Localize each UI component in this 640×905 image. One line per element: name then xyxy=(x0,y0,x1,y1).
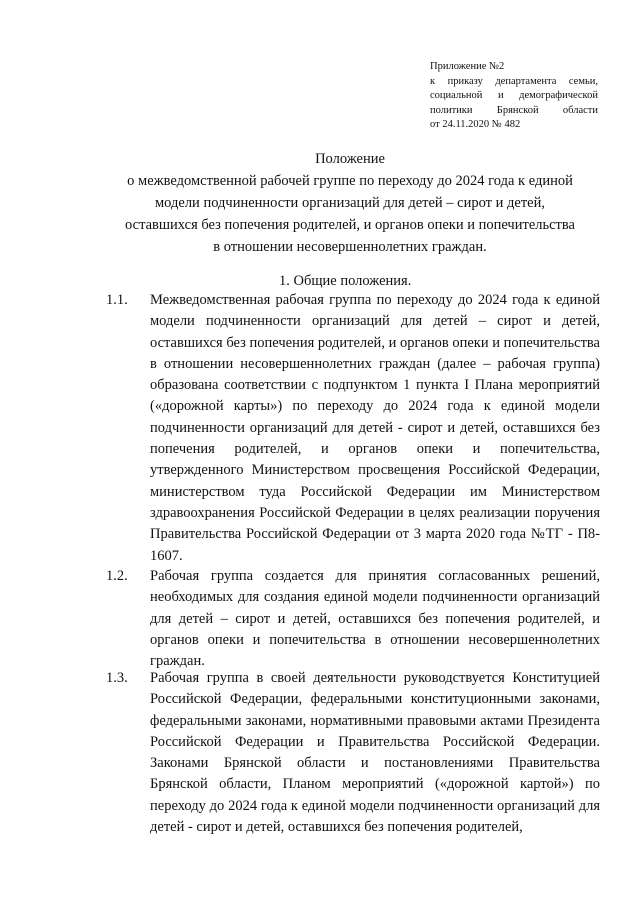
paragraph-item xyxy=(106,668,600,838)
title-line: о межведомственной рабочей группе по переходу до 2024 года к единой xyxy=(127,173,573,189)
annex-line: Приложение №2 xyxy=(430,61,505,72)
paragraph-number: 1.3. xyxy=(106,670,128,686)
title-line: оставшихся без попечения родителей, и органов опеки и попечительства xyxy=(125,217,575,233)
title-line: в отношении несовершеннолетних граждан. xyxy=(213,239,487,255)
paragraph-text: Рабочая группа в своей деятельности руководствуется Конституцией Российской Федерации, федеральными конституционными законами, федеральными законами, нормативными правовыми актами Президента Российской Федерации и Правительства Российской Федерации. Законами Брянской области и постановлениями Правительства Брянской области, Планом мероприятий («дорожной картой») по переходу до 2024 года к единой модели подчиненности организаций для детей - сирот и детей, оставшихся без попечения родителей, xyxy=(150,670,600,836)
paragraph-text: Рабочая группа создается для принятия согласованных решений, необходимых для создания единой модели подчиненности организаций для детей – сирот и детей, оставшихся без попечения родителей, и органов опеки и попечительства в отношении несовершеннолетних граждан. xyxy=(150,568,600,670)
title-line: Положение xyxy=(315,151,385,167)
paragraph-item xyxy=(106,566,600,672)
annex-line: политики Брянской области xyxy=(430,104,598,116)
section-heading: 1. Общие положения. xyxy=(279,273,412,289)
annex-line: социальной и демографической xyxy=(430,90,598,101)
annex-line: к приказу департамента семьи, xyxy=(430,75,598,87)
paragraph-item xyxy=(106,290,600,567)
paragraph-number: 1.2. xyxy=(106,568,128,584)
paragraph-text: Межведомственная рабочая группа по переходу до 2024 года к единой модели подчиненности организаций для детей – сирот и детей, оставшихся без попечения родителей, и органов опеки и попечительства в отношении несовершеннолетних граждан (далее – рабочая группа) образована соответствии с подпунктом 1 пункта I Плана мероприятий («дорожной карты») по переходу до 2024 года к единой модели подчиненности организаций для детей - сирот и детей, оставшихся без попечения родителей, и органов опеки и попечительства, утвержденного Министерством просвещения Российской Федерации, министерством туда Российской Федерации им Министерством здравоохранения Российской Федерации в целях реализации поручения Правительства Российской Федерации от 3 марта 2020 года №ТГ - П8-1607. xyxy=(150,292,600,564)
paragraph-number: 1.1. xyxy=(106,292,128,308)
annex-line: от 24.11.2020 № 482 xyxy=(430,119,521,130)
title-line: модели подчиненности организаций для детей – сирот и детей, xyxy=(155,195,545,211)
document-title xyxy=(100,148,600,258)
annex-header xyxy=(430,60,598,133)
